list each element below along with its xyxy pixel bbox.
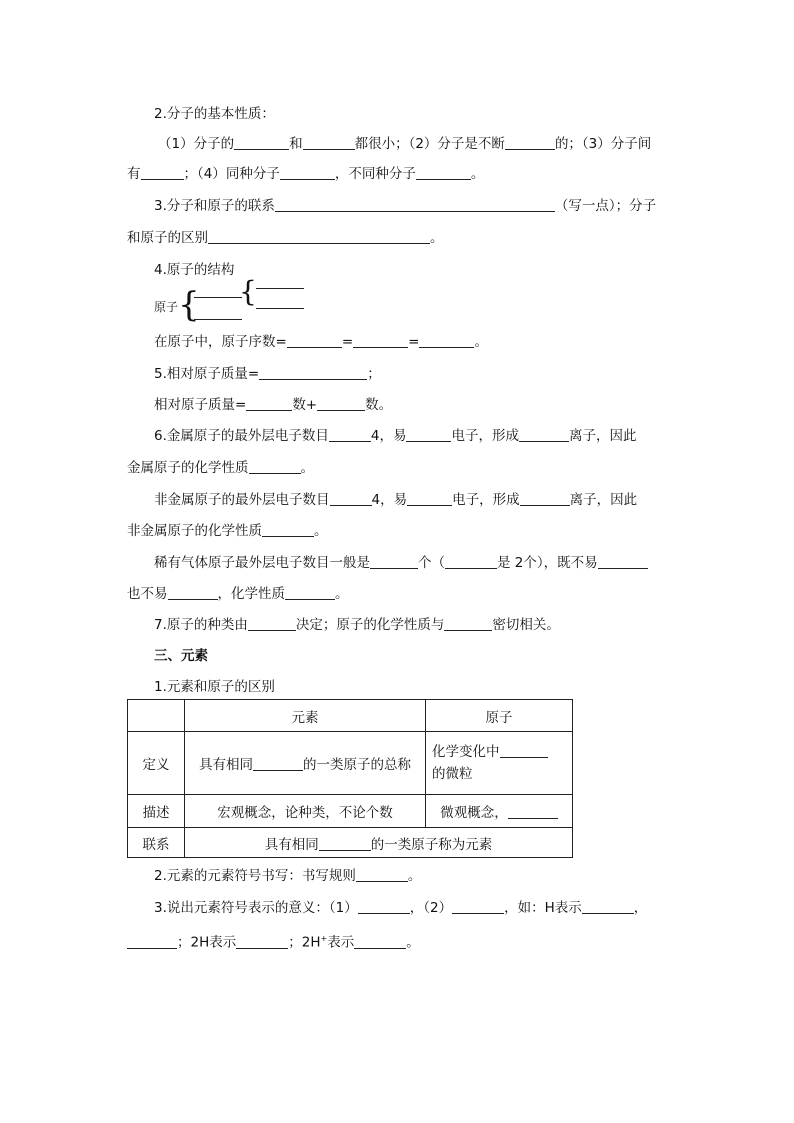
atom-structure-diagram [154, 275, 324, 325]
s2-line1: （1）分子的 和 都很小；（2）分子是不断 的；（3）分子间 [158, 136, 652, 152]
header-empty [128, 700, 185, 732]
blank[interactable] [280, 164, 335, 180]
blank[interactable] [285, 584, 335, 600]
blank[interactable] [248, 615, 296, 631]
left-brace: { [178, 285, 200, 325]
description-atom-cell: 微观概念， [426, 795, 573, 828]
element-atom-comparison-table [127, 699, 573, 858]
blank[interactable] [208, 228, 430, 244]
definition-element-cell: 具有相同 的一类原子的总称 [185, 732, 426, 795]
atomic-number-line: 在原子中，原子序数= = = 。 [154, 334, 488, 350]
description-element-cell: 宏观概念，论种类，不论个数 [185, 795, 426, 828]
blank[interactable] [303, 134, 355, 150]
blank[interactable] [256, 308, 304, 309]
table-row-relation [128, 828, 573, 858]
blank[interactable] [249, 458, 301, 474]
blank[interactable] [236, 933, 288, 949]
left-brace: { [239, 275, 257, 308]
blank[interactable] [452, 898, 504, 914]
s6-metal-line2: 金属原子的化学性质 。 [127, 460, 314, 476]
blank[interactable] [598, 553, 648, 569]
table-row-definition [128, 732, 573, 795]
blank[interactable] [234, 134, 289, 150]
s32-line: 2.元素的元素符号书写：书写规则 。 [154, 868, 422, 884]
blank[interactable] [287, 332, 342, 348]
blank[interactable] [141, 164, 184, 180]
s3-line1: 3.分子和原子的联系 （写一点）；分子 [154, 198, 657, 214]
blank[interactable] [194, 319, 242, 320]
blank[interactable] [407, 490, 452, 506]
blank[interactable] [168, 584, 218, 600]
section3-title: 三、元素 [154, 648, 208, 664]
s3-line2: 和原子的区别 。 [127, 230, 444, 246]
blank[interactable] [329, 426, 371, 442]
table-row-description [128, 795, 573, 828]
blank[interactable] [370, 553, 418, 569]
atom-label: 原子 [154, 300, 179, 314]
blank[interactable] [419, 332, 474, 348]
blank[interactable] [520, 490, 570, 506]
blank[interactable] [330, 490, 372, 506]
blank[interactable] [317, 395, 365, 411]
blank[interactable] [275, 196, 555, 212]
s5-line1: 5.相对原子质量= ； [154, 366, 381, 382]
s7-line: 7.原子的种类由 决定；原子的化学性质与 密切相关。 [154, 617, 560, 633]
header-atom: 原子 [426, 700, 573, 732]
relation-cell: 具有相同 的一类原子称为元素 [185, 828, 573, 858]
blank[interactable] [253, 755, 303, 771]
s31-title: 1.元素和原子的区别 [154, 679, 275, 695]
s6-noble-line1: 稀有气体原子最外层电子数目一般是 个（ 是 2个），既不易 [154, 553, 648, 573]
header-element: 元素 [185, 700, 426, 732]
s4-title: 4.原子的结构 [154, 262, 235, 278]
s2-line2: 有 ；（4）同种分子 ，不同种分子 。 [127, 166, 485, 182]
blank[interactable] [319, 835, 371, 851]
s6-metal-line1: 6.金属原子的最外层电子数目 4，易 电子，形成 离子，因此 [154, 428, 637, 444]
blank[interactable] [508, 803, 558, 819]
blank[interactable] [354, 933, 406, 949]
blank[interactable] [358, 898, 410, 914]
s2-title: 2.分子的基本性质： [154, 106, 275, 122]
blank[interactable] [505, 134, 555, 150]
blank[interactable] [256, 288, 304, 289]
blank[interactable] [259, 364, 367, 380]
blank[interactable] [445, 553, 497, 569]
definition-atom-cell: 化学变化中 的微粒 [426, 732, 573, 795]
row-label: 定义 [128, 732, 185, 795]
s33-line2: ；2H表示 ；2H+表示 。 [127, 929, 420, 949]
blank[interactable] [356, 866, 408, 882]
row-label: 描述 [128, 795, 185, 828]
blank[interactable] [582, 898, 634, 914]
blank[interactable] [194, 297, 242, 298]
s6-nonmetal-line1: 非金属原子的最外层电子数目 4，易 电子，形成 离子，因此 [154, 492, 638, 508]
s33-line1: 3.说出元素符号表示的意义：（1） ，（2） ，如：H表示 ， [154, 900, 648, 916]
s6-noble-line2: 也不易 ，化学性质 。 [127, 586, 349, 602]
blank[interactable] [246, 395, 292, 411]
blank[interactable] [500, 742, 548, 758]
blank[interactable] [416, 164, 471, 180]
blank[interactable] [262, 521, 314, 537]
blank[interactable] [353, 332, 408, 348]
blank[interactable] [406, 426, 451, 442]
blank[interactable] [127, 933, 177, 949]
s6-nonmetal-line2: 非金属原子的化学性质 。 [127, 523, 328, 539]
table-header-row [128, 700, 573, 732]
s5-line2: 相对原子质量= 数+ 数。 [154, 397, 393, 413]
row-label: 联系 [128, 828, 185, 858]
superscript-plus: + [320, 934, 328, 943]
blank[interactable] [519, 426, 569, 442]
blank[interactable] [444, 615, 492, 631]
